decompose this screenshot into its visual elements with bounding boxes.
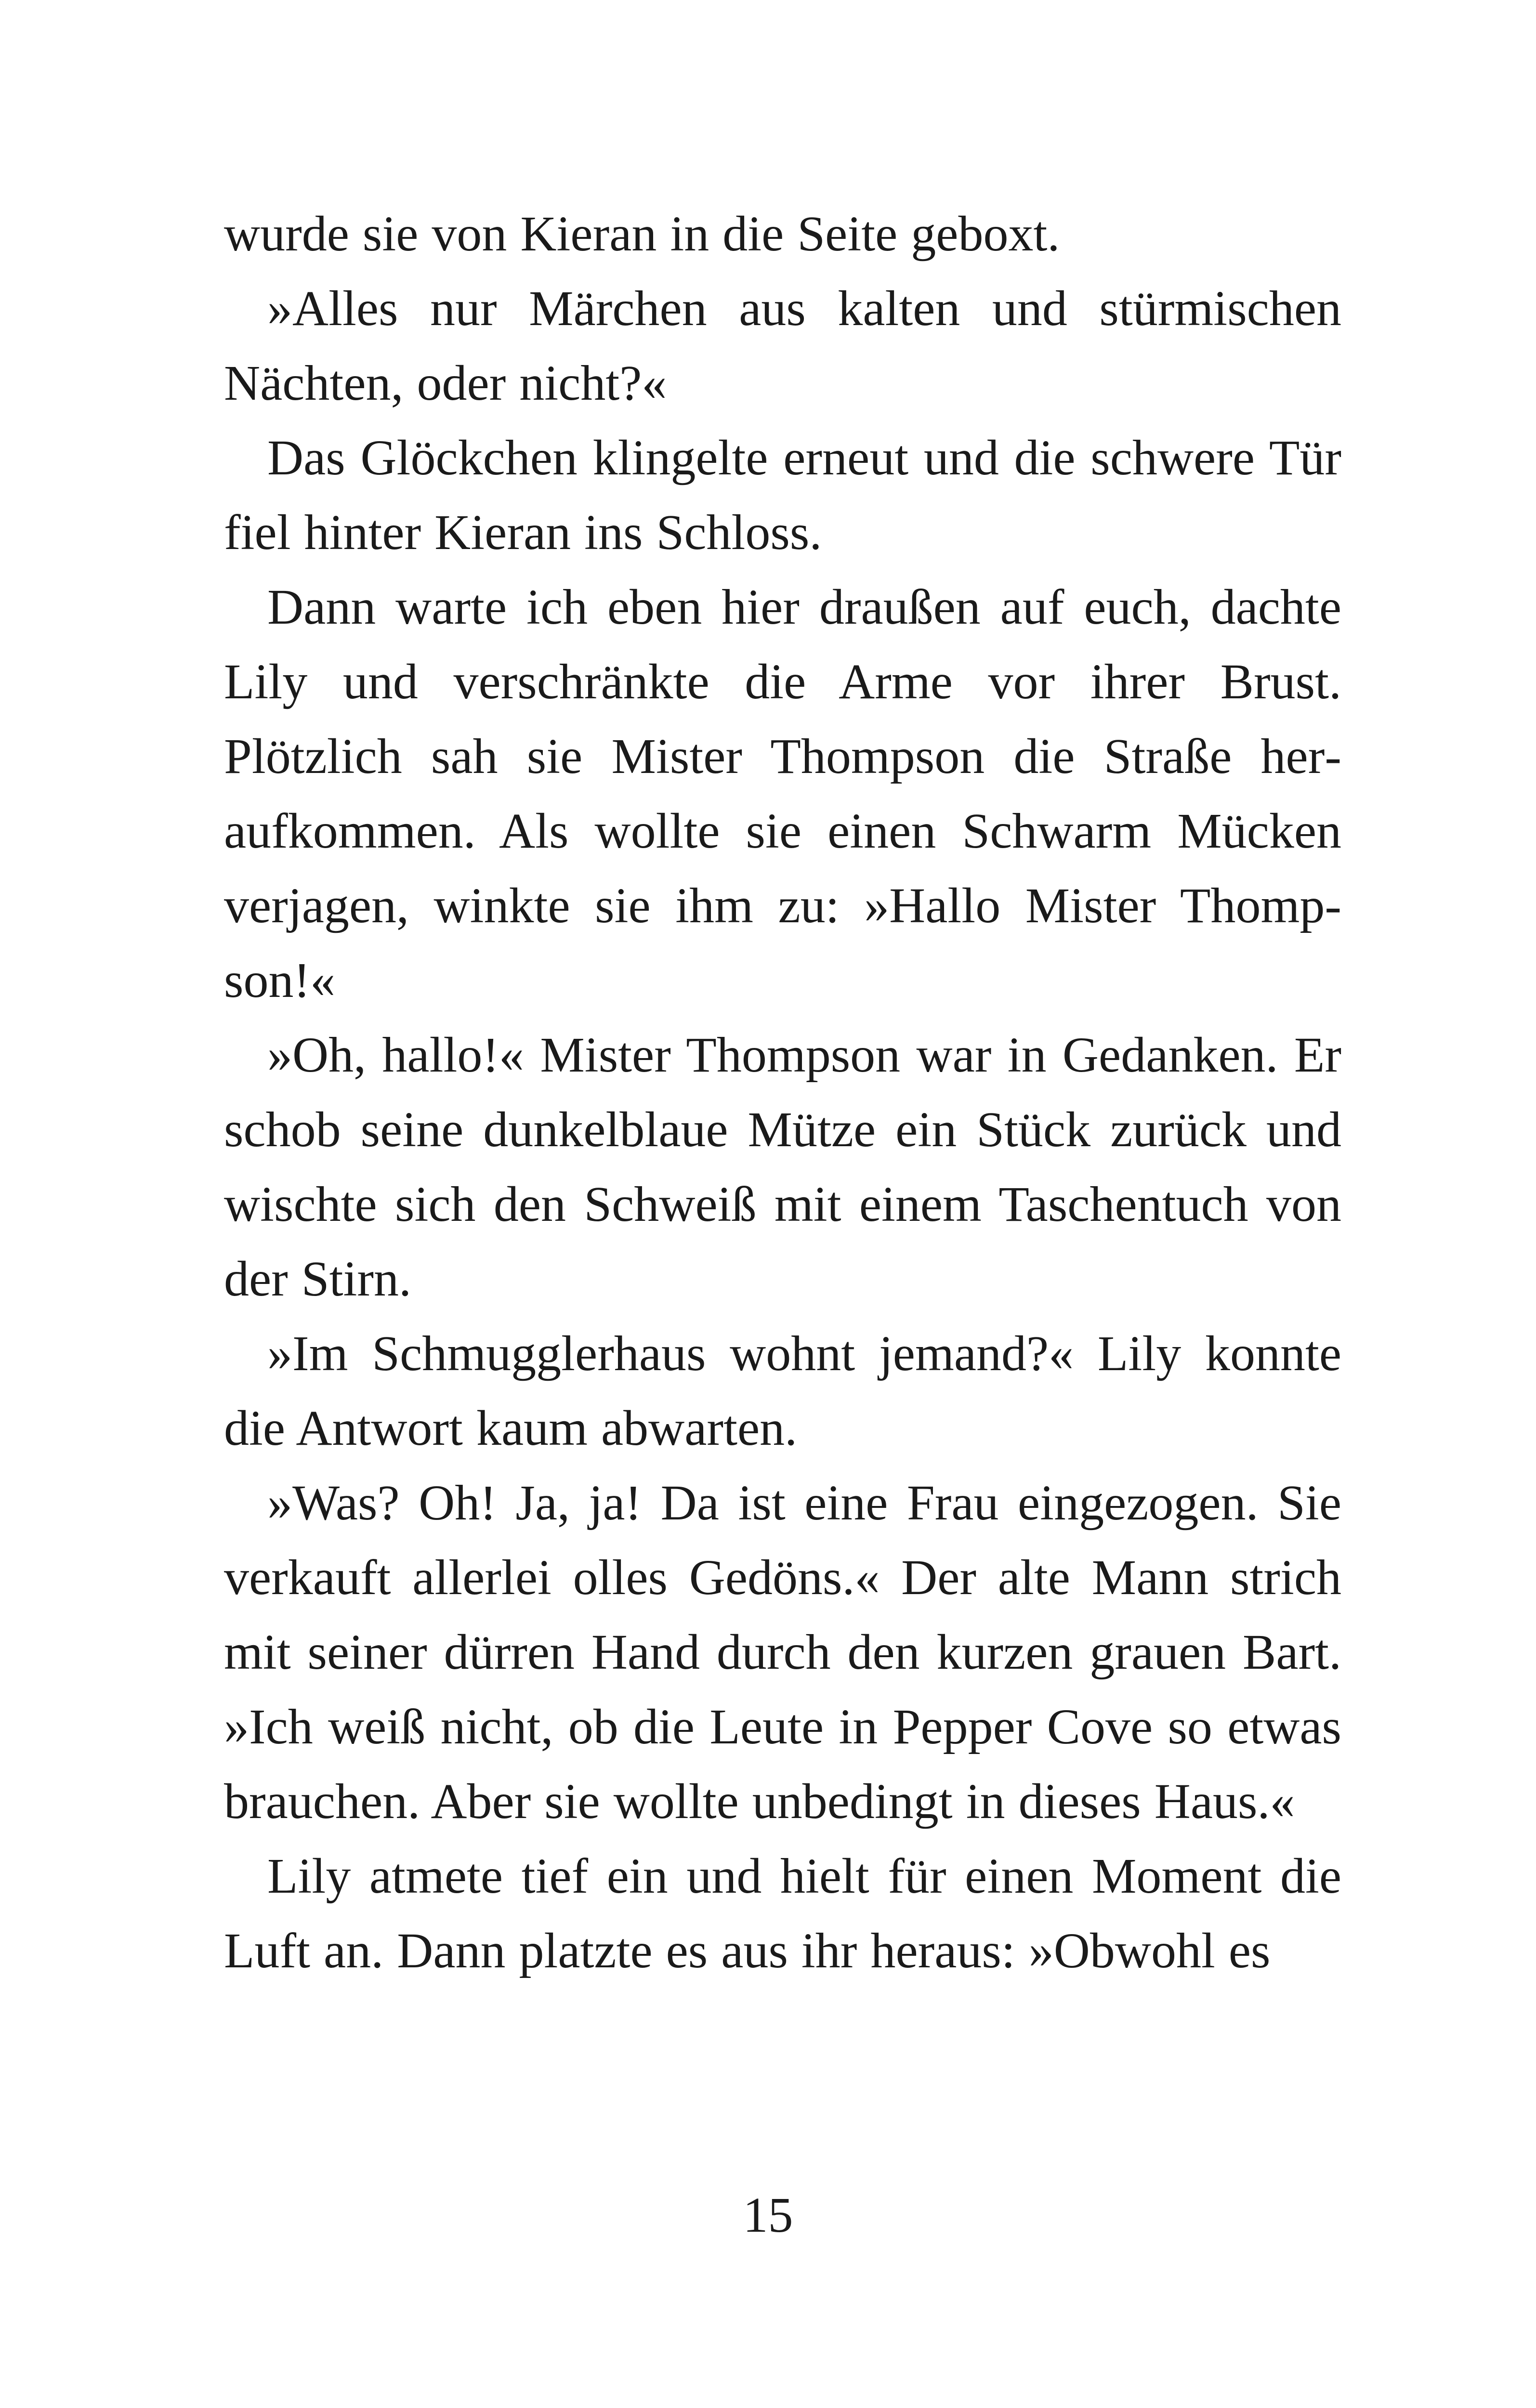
page-number: 15 xyxy=(743,2187,793,2243)
paragraph-1: wurde sie von Kieran in die Seite geboxt. xyxy=(224,206,1060,262)
paragraph-6: »Im Schmugglerhaus wohnt jemand?« Lily konnte die Antwort kaum abwarten. xyxy=(224,1326,1341,1456)
paragraph-8: Lily atmete tief ein und hielt für einen Moment die Luft an. Dann platzte es aus ihr heraus: »Obwohl es xyxy=(224,1848,1341,1978)
body-text xyxy=(224,196,1341,1988)
paragraph-2: »Alles nur Märchen aus kalten und stürmischen Nächten, oder nicht?« xyxy=(224,281,1341,411)
paragraph-7: »Was? Oh! Ja, ja! Da ist eine Frau eingezogen. Sie verkauft allerlei olles Gedöns.« Der alte Mann strich mit seiner dürren Hand durch den kurzen grauen Bart. »Ich weiß nicht, ob die Leute in Pepper Cove so etwas brauchen. Aber sie wollte unbedingt in dieses Haus.« xyxy=(224,1475,1341,1829)
paragraph-5: »Oh, hallo!« Mister Thompson war in Gedanken. Er schob seine dunkelblaue Mütze ein Stück zurück und wischte sich den Schweiß mit einem Taschentuch von der Stirn. xyxy=(224,1027,1341,1307)
paragraph-4: Dann warte ich eben hier draußen auf euch, dachte Lily und verschränkte die Arme vor ihrer Brust. Plötzlich sah sie Mister Thompson die Straße heraufkommen. Als wollte sie einen Schwarm Mücken verjagen, winkte sie ihm zu: »Hallo Mister Thompson!« xyxy=(224,579,1341,1008)
paragraph-3: Das Glöckchen klingelte erneut und die schwere Tür fiel hinter Kieran ins Schloss. xyxy=(224,430,1341,560)
